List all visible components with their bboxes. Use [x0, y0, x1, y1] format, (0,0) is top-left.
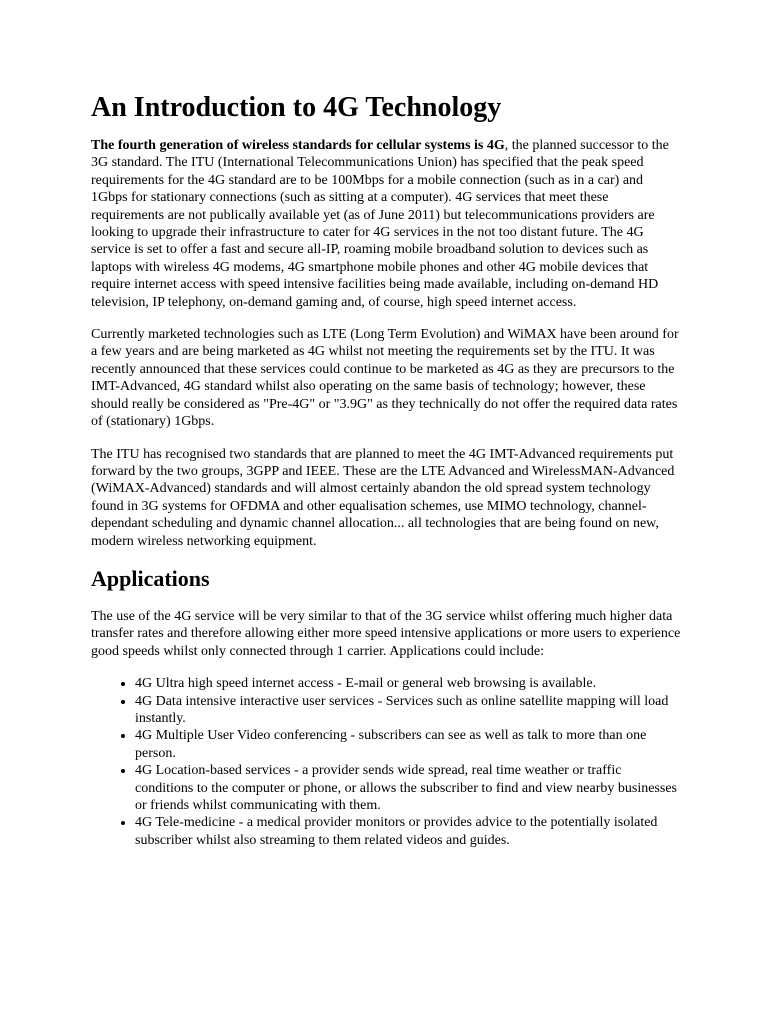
list-item: • 4G Data intensive interactive user services - Services such as online satellite mapping will load instantly.	[135, 693, 681, 728]
list-item: • 4G Location-based services - a provider sends wide spread, real time weather or traffic conditions to the computer or phone, or allows the subscriber to find and view nearby businesses or friends whilst communicating with them.	[135, 762, 681, 814]
applications-heading: Applications	[91, 565, 210, 591]
document-page	[91, 88, 681, 849]
applications-list	[91, 675, 681, 849]
paragraph-itu-standards: The ITU has recognised two standards that are planned to meet the 4G IMT-Advanced requirements put forward by the two groups, 3GPP and IEEE. These are the LTE Advanced and WirelessMAN-Advanced (WiMAX-Advanced) standards and will almost certainly abandon the old spread system technology found in 3G systems for OFDMA and other equalisation schemes, use MIMO technology, channel-dependant scheduling and dynamic channel allocation... all technologies that are being found on new, modern wireless networking equipment.	[91, 446, 675, 549]
list-item: • 4G Tele-medicine - a medical provider monitors or provides advice to the potentially isolated subscriber whilst also streaming to them related videos and guides.	[135, 814, 681, 849]
intro-rest: , the planned successor to the 3G standard. The ITU (International Telecommunications Union) has specified that the peak speed requirements for the 4G standard are to be 100Mbps for a mobile connection (such as in a car) and 1Gbps for stationary connections (such as sitting at a computer). 4G services that meet these requirements are not publically available yet (as of June 2011) but telecommunications providers are looking to upgrade their infrastructure to cater for 4G services in the not too distant future. The 4G service is set to offer a fast and secure all-IP, roaming mobile broadband solution to devices such as laptops with wireless 4G modems, 4G smartphone mobile phones and other 4G mobile devices that require internet access with speed intensive facilities being made available, including on-demand HD television, IP telephony, on-demand gaming and, of course, high speed internet access.	[91, 138, 669, 310]
applications-intro: The use of the 4G service will be very similar to that of the 3G service whilst offering much higher data transfer rates and therefore allowing either more speed intensive applications or more users to experience good speeds whilst only connected through 1 carrier. Applications could include:	[91, 608, 681, 659]
paragraph-lte-wimax: Currently marketed technologies such as LTE (Long Term Evolution) and WiMAX have been around for a few years and are being marketed as 4G whilst not meeting the requirements set by the ITU. It was recently announced that these services could continue to be marketed as 4G as they are precursors to the IMT-Advanced, 4G standard whilst also operating on the same basis of technology; however, these should really be considered as "Pre-4G" or "3.9G" as they technically do not offer the required data rates of (stationary) 1Gbps.	[91, 327, 679, 430]
intro-lead-bold: The fourth generation of wireless standards for cellular systems is 4G	[91, 138, 505, 153]
intro-paragraph	[91, 137, 681, 311]
page-title: An Introduction to 4G Technology	[91, 92, 502, 123]
list-item: • 4G Ultra high speed internet access - E-mail or general web browsing is available.	[135, 675, 681, 692]
list-item: • 4G Multiple User Video conferencing - subscribers can see as well as talk to more than one person.	[135, 727, 681, 762]
